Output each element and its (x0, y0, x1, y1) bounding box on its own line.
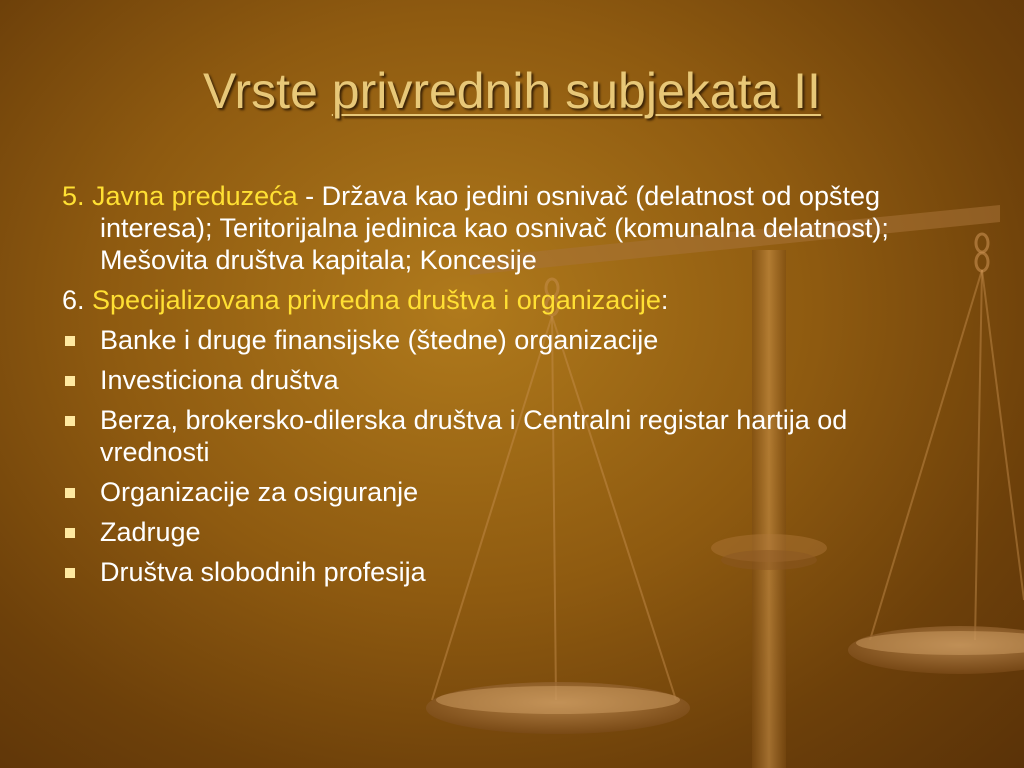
paragraph-5-heading: Javna preduzeća (92, 181, 298, 211)
list-item-text: Zadruge (100, 517, 201, 547)
list-item (62, 516, 962, 548)
square-bullet-icon (65, 528, 75, 538)
list-item-text: Berza, brokersko-dilerska društva i Centralni registar hartija od vrednosti (100, 405, 848, 467)
square-bullet-icon (65, 376, 75, 386)
paragraph-5 (62, 180, 962, 276)
square-bullet-icon (65, 488, 75, 498)
list-item-text: Organizacije za osiguranje (100, 477, 419, 507)
paragraph-5-number: 5. (62, 181, 93, 211)
list-item (62, 556, 962, 588)
slide-title (0, 62, 1024, 120)
list-item (62, 324, 962, 356)
list-item (62, 476, 962, 508)
list-item (62, 404, 962, 468)
paragraph-6-suffix: : (660, 285, 669, 315)
paragraph-5-text: - Država kao jedini osnivač (delatnost od opšteg interesa); Teritorijalna jedinica kao osnivač (komunalna delatnost); Mešovita društva kapitala; Koncesije (100, 181, 889, 275)
paragraph-6-heading: Specijalizovana privredna društva i organizacije (92, 285, 661, 315)
bullet-list (62, 324, 962, 588)
list-item-text: Investiciona društva (100, 365, 339, 395)
slide-body (62, 180, 962, 596)
square-bullet-icon (65, 568, 75, 578)
paragraph-6 (62, 284, 962, 316)
list-item-text: Društva slobodnih profesija (100, 557, 426, 587)
slide-title-link[interactable]: privrednih subjekata II (331, 63, 821, 119)
slide-title-prefix: Vrste (203, 63, 332, 119)
square-bullet-icon (65, 416, 75, 426)
paragraph-6-number: 6. (62, 285, 93, 315)
list-item (62, 364, 962, 396)
square-bullet-icon (65, 336, 75, 346)
list-item-text: Banke i druge finansijske (štedne) organizacije (100, 325, 659, 355)
